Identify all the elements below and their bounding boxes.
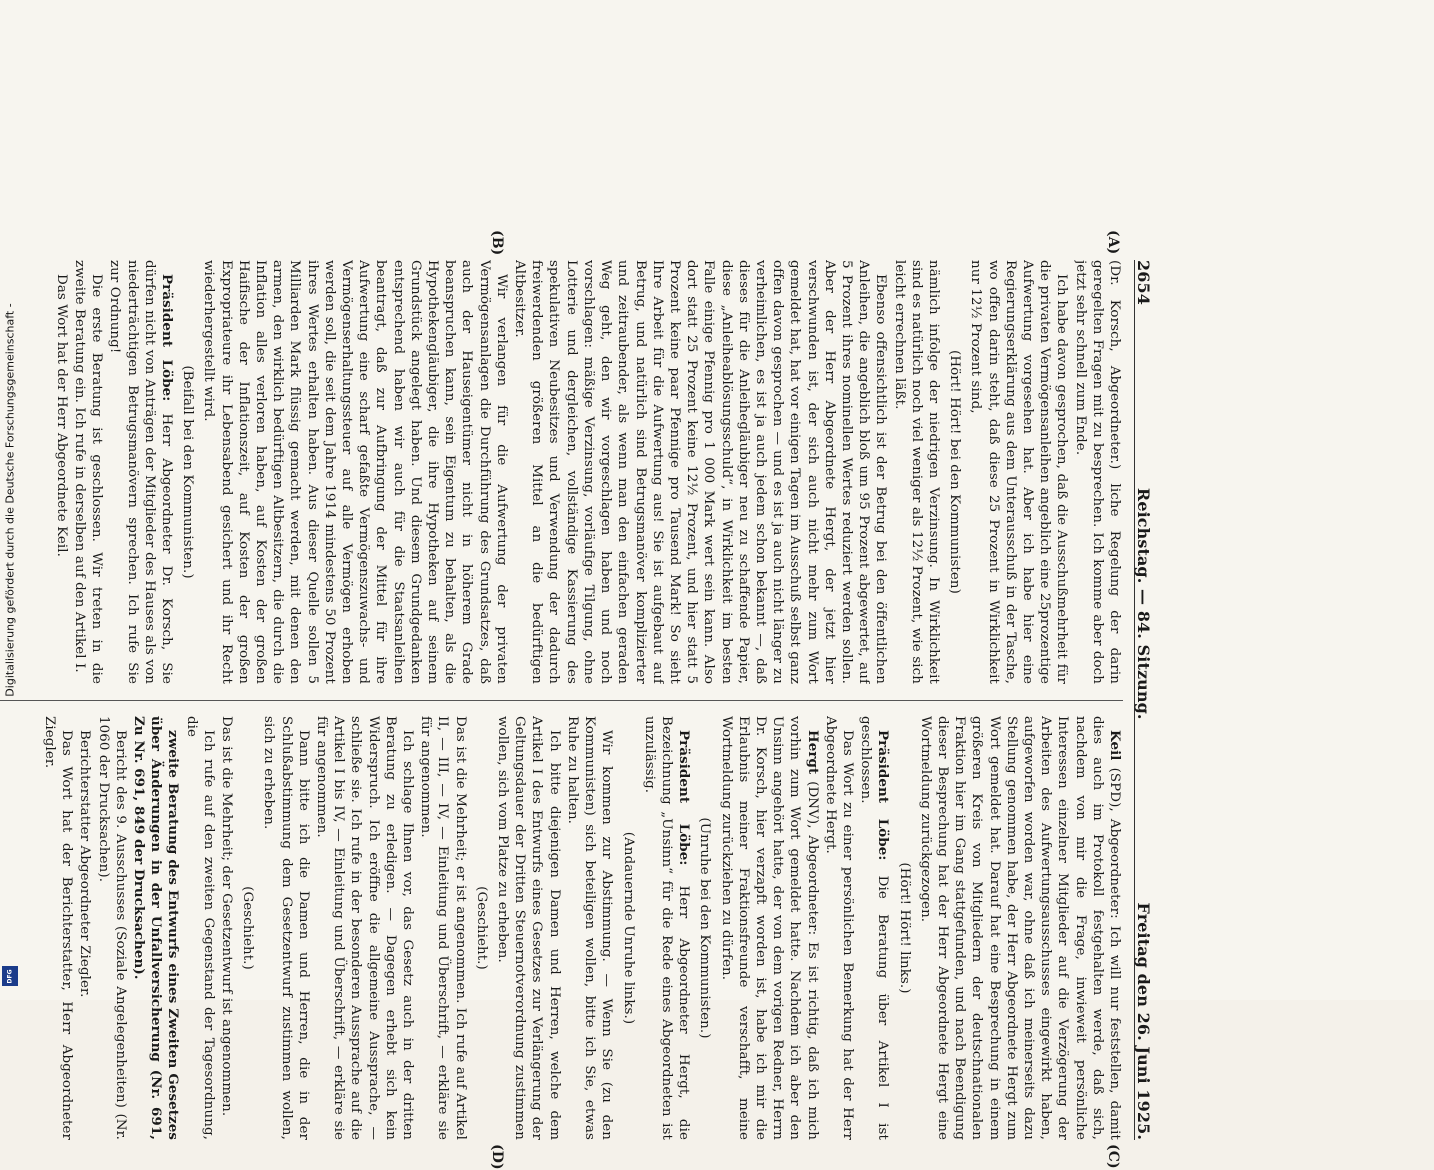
interjection: (Geschieht.) [240,886,256,970]
column-divider [0,700,1123,701]
left-column [0,260,1123,684]
paragraph: Keil (SPD), Abgeordneter: Ich will nur feststellen, damit dies auch im Protokoll festgehalten werde, daß sich, nachdem von mir die Frage, inwieweit persönliche Interessen einzelner Mitglieder auf die Verzögerung der Arbeiten des Aufwertungsausschusses eingewirkt haben, aufgeworfen worden war, ohne daß ich meinerseits dazu Stellung genommen habe, der Herr Abgeordnete Hergt zum Wort gemeldet hat. Darauf hat eine Besprechung in einem größeren Kreis von Mitgliedern der deutschnationalen Fraktion hier im Gang stattgefunden, und nach Beendigung dieser Besprechung hat der Herr Abgeordnete Hergt eine Wortmeldung zurückgezogen. [917,716,1123,1140]
interjection: (Unruhe bei den Kommunisten.) [697,817,713,1039]
paragraph: Das Wort hat der Berichterstatter, Herr Abgeordneter Ziegler. [42,716,75,1140]
paragraph: Bericht des 9. Ausschusses (Soziale Angelegenheiten) (Nr. 1060 der Drucksachen). [95,716,128,1140]
dfg-logo-icon: DFG [2,966,18,986]
paragraph: Ebenso offensichtlich ist der Betrug bei den öffentlichen Anleihen, die angeblich bloß um 95 Prozent abgewertet, auf 5 Prozent ihres nominellen Wertes reduziert werden sollen. Aber der Herr Abgeordnete Hergt, der jetzt hier verschwunden ist, der sich auch nicht mehr zum Wort gemeldet hat, hat vor einigen Tagen im Ausschuß selbst ganz offen davon gesprochen — und es ist ja auch nicht länger zu verheimlichen, es ist ja auch jedem schon bekannt —, daß dieses für die Anleihegläubiger neu zu schaffende Papier, diese „Anleiheablösungsschuld“, in Wirklichkeit im besten Falle einige Pfennig pro 1 000 Mark wert sein kann. Also dort statt 25 Prozent keine 12½ Prozent, und hier statt 5 Prozent keine paar Pfennige pro Tausend Mark! So sieht Ihre Arbeit für die Aufwertung aus! Sie ist aufgebaut auf Betrug, und natürlich sind Betrugsmanöver komplizierter und zeitraubender, als wenn man den einfachen geraden Weg geht, den wir vorgeschlagen haben und noch vorschlagen: mäßige Verzinsung, vorläufige Tilgung, ohne Lotterie und dergleichen, vollständige Kassierung des spekulativen Neubesitzes und Verwendung der dadurch freiwerdenden größeren Mittel an die bedürftigen Altbesitzer. [512,260,889,684]
margin-mark-c: (C) [1105,1144,1121,1169]
paragraph: Dann bitte ich die Damen und Herren, die in der Schlußabstimmung dem Gesetzentwurf zustimmen wollen, sich zu erheben. [261,716,311,1140]
paragraph: Die erste Beratung ist geschlossen. Wir treten in die zweite Beratung ein. Ich rufe in derselben auf den Artikel I. [72,260,105,684]
paragraph: nämlich infolge der niedrigen Verzinsung. In Wirklichkeit sind es natürlich noch viel weniger als 12½ Prozent, wie sich leicht errechnen läßt. [891,260,941,684]
interjection: (Hört! Hört! bei den Kommunisten) [947,350,963,594]
session-date: Freitag den 26. Juni 1925. [1134,902,1154,1140]
paragraph: Wir verlangen für die Aufwertung der privaten Vermögensanlagen die Durchführung des Grundsatzes, daß auch der Hauseigentümer nicht in höherem Grade beanspruchen kann, sein Eigentum zu behalten, als die Hypothekengläubiger, die ihre Hypotheken auf seinem Grundstück angelegt haben. Und diesem Grundgedanken entsprechend haben wir auch für die Staatsanleihen beantragt, daß zur Aufbringung der Mittel für ihre Aufwertung eine scharf gefaßte Vermögenszuwachs- und Vermögenserhaltungssteuer auf alle Vermögen erhoben werden soll, die seit dem Jahre 1914 mindestens 50 Prozent ihres Wertes erhalten haben. Aus dieser Quelle sollen 5 Milliarden Mark flüssig gemacht werden, mit denen den armen, den wirklich bedürftigen Altbesitzern, die durch die Inflation alles verloren haben, auf Kosten der großen Haifische der Inflationszeit, auf Kosten der großen Expropriateure ihr Lebensabend gesichert und ihr Recht wiederhergestellt wird. [201,260,509,684]
speaker-name: Keil [1107,730,1123,761]
speaker-name: Präsident Löbe: [159,274,176,402]
agenda-item: zweite Beratung des Entwurfs eines Zweiten Gesetzes über Änderungen in der Unfallversicherung (Nr. 691, Zu Nr. 691, 849 der Drucksachen). [131,716,182,1140]
paragraph: Ich rufe auf den zweiten Gegenstand der Tagesordnung, die [183,716,216,1140]
interjection: (Hört! Hört! links.) [896,862,912,994]
rotated-document-page [0,230,1157,1170]
paragraph: (Dr. Korsch, Abgeordneter.) liche Regelung der darin geregelten Fragen mit zu besprechen. Ich komme aber doch jetzt sehr schnell zum Ende. [1072,260,1122,684]
paragraph: Das Wort zu einer persönlichen Bemerkung hat der Herr Abgeordnete Hergt. [822,716,855,1140]
margin-mark-b: (B) [489,230,505,256]
paragraph: Ich habe davon gesprochen, daß die Ausschußmehrheit für die privaten Vermögensanleihen angeblich eine 25prozentige Aufwertung vorgesehen hat. Aber ich habe hier eine Regierungserklärung aus dem Unterausschuß in der Tasche, wo offen darin steht, daß diese 25 Prozent in Wirklichkeit nur 12½ Prozent sind, [968,260,1070,684]
speaker-name: Präsident Löbe: [875,730,892,861]
paragraph: Berichterstatter Abgeordneter Ziegler. [77,730,93,998]
page-number: 2654 [1134,260,1154,305]
paragraph: Präsident Löbe: Herr Abgeordneter Hergt, die Bezeichnung „Unsinn“ für die Rede eines Abgeordneten ist unzulässig. [641,716,693,1140]
paragraph: Wir kommen zur Abstimmung. — Wenn Sie (zu den Kommunisten) sich beteiligen wollen, bitte ich Sie, etwas Ruhe zu halten. [564,716,615,1140]
speaker-name: Hergt [804,730,821,775]
paragraph: Das ist die Mehrheit; der Gesetzentwurf ist angenommen. [219,716,235,1117]
interjection: (Geschieht.) [473,886,489,970]
paragraph: Das ist die Mehrheit; er ist angenommen. Ich rufe auf Artikel II, — III, — IV, — Einleitung und Überschrift, — erkläre sie für angenommen. [418,716,468,1140]
speaker-name: Präsident Löbe: [676,730,693,866]
paragraph: Präsident Löbe: Herr Abgeordneter Dr. Korsch, Sie dürfen nicht von Anträgen der Mitglieder des Hauses als von niederträchtigen Betrugsmanövern sprechen. Ich rufe Sie zur Ordnung! [107,260,176,684]
paragraph: Hergt (DNV), Abgeordneter: Es ist richtig, daß ich mich vorhin zum Wort gemeldet hatte. Nachdem ich aber den Unsinn angehört hatte, der von dem vorigen Redner, Herrn Dr. Korsch, hier verzapft worden ist, habe ich mir die Erlaubnis meiner Fraktionsfreunde verschafft, meine Wortmeldung zurückziehen zu dürfen. [718,716,821,1140]
interjection: (Beifall bei den Kommunisten.) [180,365,196,579]
funding-notice: Digitalisierung gefördert durch die Deutsche Forschungsgemeinschaft - [3,303,17,697]
margin-mark-d: (D) [489,1144,505,1170]
interjection: (Andauernde Unruhe links.) [620,831,636,1025]
paragraph: Ich schlage Ihnen vor, das Gesetz auch in der dritten Beratung zu erledigen. — Dagegen erhebt sich kein Widerspruch. Ich eröffne die allgemeine Aussprache, — schließe sie. Ich rufe in der besonderen Aussprache auf die Artikel I bis IV, — Einleitung und Überschrift, — erkläre sie für angenommen. [314,716,416,1140]
paragraph: Das Wort hat der Herr Abgeordnete Keil. [53,274,69,558]
running-header [1134,260,1157,1140]
paragraph: Ich bitte diejenigen Damen und Herren, welche dem Artikel I des Entwurfs eines Gesetzes zur Verlängerung der Geltungsdauer der Dritten Steuernotverordnung zustimmen wollen, sich vom Platze zu erheben. [495,716,562,1140]
right-column [0,716,1123,1140]
margin-mark-a: (A) [1105,230,1121,255]
session-title: Reichstag. — 84. Sitzung. [1134,487,1154,720]
paragraph: Präsident Löbe: Die Beratung über Artikel I ist geschlossen. [858,716,892,1140]
